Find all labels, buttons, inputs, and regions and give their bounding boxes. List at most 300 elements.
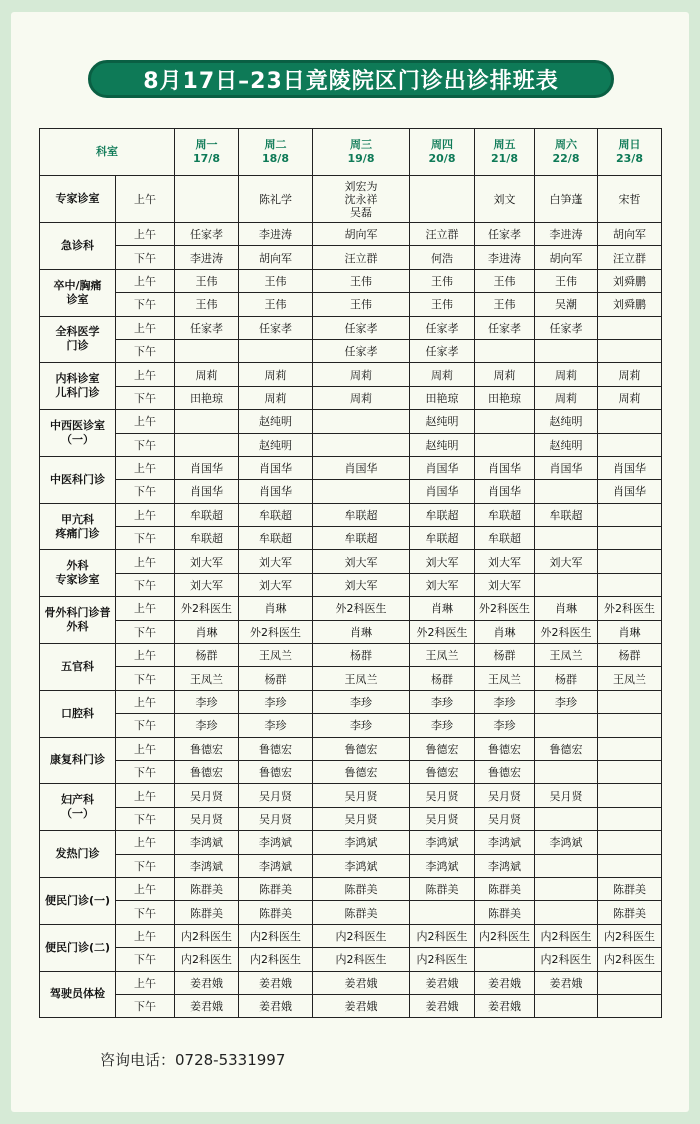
schedule-cell: 周莉 [175, 363, 239, 386]
schedule-cell: 赵纯明 [239, 433, 313, 456]
day-header [410, 129, 475, 176]
schedule-cell: 王凤兰 [535, 644, 598, 667]
schedule-cell: 内2科医生 [313, 948, 410, 971]
table-row [40, 854, 662, 877]
table-row [40, 760, 662, 783]
schedule-cell: 刘大军 [175, 550, 239, 573]
schedule-cell: 肖国华 [475, 480, 535, 503]
shift-label: 下午 [116, 386, 175, 409]
schedule-cell: 姜君娥 [475, 994, 535, 1017]
schedule-cell: 牟联超 [410, 503, 475, 526]
shift-label: 上午 [116, 503, 175, 526]
schedule-cell: 王凤兰 [239, 644, 313, 667]
schedule-cell [598, 410, 662, 433]
schedule-cell [175, 339, 239, 362]
schedule-cell: 刘大军 [475, 550, 535, 573]
schedule-cell: 外2科医生 [313, 597, 410, 620]
schedule-cell: 刘大军 [535, 550, 598, 573]
schedule-cell [598, 737, 662, 760]
schedule-cell: 周莉 [239, 363, 313, 386]
day-header [239, 129, 313, 176]
day-date: 17/8 [193, 152, 220, 165]
shift-label: 上午 [116, 831, 175, 854]
shift-label: 下午 [116, 433, 175, 456]
schedule-cell: 周莉 [313, 386, 410, 409]
schedule-cell: 内2科医生 [313, 924, 410, 947]
shift-label: 下午 [116, 293, 175, 316]
schedule-cell [598, 503, 662, 526]
schedule-cell: 杨群 [598, 644, 662, 667]
schedule-cell: 胡向军 [535, 246, 598, 269]
shift-label: 上午 [116, 363, 175, 386]
schedule-cell: 牟联超 [313, 527, 410, 550]
schedule-cell [535, 527, 598, 550]
schedule-cell: 何浩 [410, 246, 475, 269]
schedule-cell: 李进涛 [239, 223, 313, 246]
table-row [40, 714, 662, 737]
schedule-cell [598, 714, 662, 737]
dept-header: 科室 [40, 129, 175, 176]
table-row [40, 948, 662, 971]
schedule-cell: 王伟 [175, 293, 239, 316]
day-header [475, 129, 535, 176]
table-row [40, 223, 662, 246]
schedule-cell: 刘大军 [475, 573, 535, 596]
schedule-cell: 肖琳 [410, 597, 475, 620]
day-date: 19/8 [347, 152, 375, 165]
schedule-cell: 刘舜鹏 [598, 269, 662, 292]
schedule-cell: 肖国华 [598, 480, 662, 503]
schedule-cell: 姜君娥 [535, 971, 598, 994]
schedule-cell: 李珍 [535, 690, 598, 713]
schedule-cell [313, 433, 410, 456]
schedule-cell: 姜君娥 [175, 994, 239, 1017]
schedule-cell: 王伟 [175, 269, 239, 292]
shift-label: 下午 [116, 994, 175, 1017]
table-row [40, 971, 662, 994]
shift-label: 下午 [116, 339, 175, 362]
department-name: 内科诊室 儿科门诊 [40, 363, 116, 410]
schedule-cell: 陈群美 [475, 901, 535, 924]
schedule-cell: 鲁德宏 [239, 760, 313, 783]
day-header [313, 129, 410, 176]
day-name: 周二 [264, 138, 287, 151]
schedule-cell [598, 316, 662, 339]
schedule-cell: 李珍 [475, 690, 535, 713]
day-date: 22/8 [552, 152, 580, 165]
schedule-cell: 李鸿斌 [175, 831, 239, 854]
schedule-cell: 陈群美 [175, 901, 239, 924]
table-row [40, 877, 662, 900]
schedule-cell: 姜君娥 [410, 971, 475, 994]
schedule-cell: 肖国华 [410, 456, 475, 479]
table-row [40, 831, 662, 854]
day-name: 周三 [350, 138, 372, 151]
schedule-cell: 李进涛 [475, 246, 535, 269]
schedule-cell: 内2科医生 [475, 924, 535, 947]
table-row [40, 433, 662, 456]
table-row [40, 690, 662, 713]
shift-label: 上午 [116, 456, 175, 479]
schedule-cell: 任家孝 [175, 223, 239, 246]
shift-label: 上午 [116, 410, 175, 433]
shift-label: 上午 [116, 877, 175, 900]
day-header [598, 129, 662, 176]
schedule-cell: 肖琳 [598, 620, 662, 643]
schedule-cell: 王伟 [475, 269, 535, 292]
schedule-cell [535, 854, 598, 877]
schedule-cell: 牟联超 [313, 503, 410, 526]
department-name: 口腔科 [40, 690, 116, 737]
schedule-cell: 任家孝 [313, 316, 410, 339]
schedule-cell [535, 994, 598, 1017]
schedule-cell [175, 433, 239, 456]
schedule-cell [535, 573, 598, 596]
schedule-cell: 肖国华 [175, 480, 239, 503]
schedule-cell: 周莉 [475, 363, 535, 386]
schedule-cell [535, 807, 598, 830]
schedule-cell: 内2科医生 [175, 948, 239, 971]
schedule-cell: 李鸿斌 [410, 831, 475, 854]
schedule-cell [475, 948, 535, 971]
schedule-cell: 吴月贤 [410, 784, 475, 807]
schedule-cell: 周莉 [313, 363, 410, 386]
schedule-cell [598, 760, 662, 783]
schedule-cell: 王伟 [535, 269, 598, 292]
schedule-cell: 外2科医生 [598, 597, 662, 620]
schedule-cell [598, 831, 662, 854]
department-name: 妇产科 （一） [40, 784, 116, 831]
schedule-cell: 内2科医生 [175, 924, 239, 947]
schedule-cell: 李鸿斌 [475, 831, 535, 854]
table-row [40, 456, 662, 479]
schedule-cell: 吴月贤 [535, 784, 598, 807]
table-row [40, 269, 662, 292]
department-name: 专家诊室 [40, 176, 116, 223]
day-name: 周日 [618, 138, 641, 151]
schedule-cell: 白笋蓬 [535, 176, 598, 223]
schedule-cell [475, 410, 535, 433]
schedule-cell: 姜君娥 [239, 994, 313, 1017]
schedule-cell: 王伟 [313, 293, 410, 316]
shift-label: 上午 [116, 223, 175, 246]
schedule-cell: 胡向军 [313, 223, 410, 246]
schedule-cell: 姜君娥 [313, 994, 410, 1017]
schedule-cell [598, 854, 662, 877]
schedule-cell: 肖琳 [535, 597, 598, 620]
schedule-cell: 肖国华 [175, 456, 239, 479]
schedule-cell: 鲁德宏 [175, 737, 239, 760]
schedule-cell: 汪立群 [313, 246, 410, 269]
schedule-cell: 内2科医生 [239, 924, 313, 947]
shift-label: 上午 [116, 269, 175, 292]
schedule-cell: 内2科医生 [410, 948, 475, 971]
department-name: 五官科 [40, 644, 116, 691]
schedule-cell: 鲁德宏 [475, 737, 535, 760]
department-name: 发热门诊 [40, 831, 116, 878]
schedule-cell: 鲁德宏 [410, 737, 475, 760]
schedule-cell [475, 433, 535, 456]
shift-label: 下午 [116, 527, 175, 550]
schedule-cell: 肖国华 [598, 456, 662, 479]
schedule-cell: 任家孝 [410, 339, 475, 362]
schedule-cell [598, 807, 662, 830]
schedule-cell: 王伟 [410, 293, 475, 316]
schedule-cell: 任家孝 [313, 339, 410, 362]
schedule-cell: 李进涛 [535, 223, 598, 246]
table-row [40, 644, 662, 667]
schedule-cell [175, 410, 239, 433]
schedule-cell: 李珍 [410, 690, 475, 713]
shift-label: 下午 [116, 714, 175, 737]
schedule-cell: 陈群美 [175, 877, 239, 900]
department-name: 中医科门诊 [40, 456, 116, 503]
schedule-cell: 王凤兰 [175, 667, 239, 690]
schedule-cell: 周莉 [598, 386, 662, 409]
shift-label: 下午 [116, 246, 175, 269]
schedule-cell: 李鸿斌 [175, 854, 239, 877]
schedule-cell: 肖国华 [535, 456, 598, 479]
table-row [40, 480, 662, 503]
schedule-cell: 牟联超 [239, 503, 313, 526]
schedule-cell: 周莉 [535, 386, 598, 409]
schedule-cell [598, 971, 662, 994]
schedule-cell: 鲁德宏 [535, 737, 598, 760]
schedule-cell: 李鸿斌 [239, 854, 313, 877]
schedule-cell: 王伟 [239, 269, 313, 292]
shift-label: 上午 [116, 971, 175, 994]
schedule-cell: 任家孝 [535, 316, 598, 339]
schedule-cell: 王凤兰 [475, 667, 535, 690]
schedule-cell [313, 410, 410, 433]
schedule-cell: 汪立群 [410, 223, 475, 246]
schedule-cell: 赵纯明 [535, 410, 598, 433]
shift-label: 上午 [116, 597, 175, 620]
table-row [40, 386, 662, 409]
schedule-cell: 吴月贤 [475, 807, 535, 830]
schedule-cell: 内2科医生 [535, 924, 598, 947]
schedule-cell: 肖琳 [313, 620, 410, 643]
day-header [175, 129, 239, 176]
department-name: 骨外科门诊普 外科 [40, 597, 116, 644]
schedule-cell: 李珍 [175, 690, 239, 713]
day-date: 21/8 [491, 152, 518, 165]
schedule-cell: 姜君娥 [410, 994, 475, 1017]
schedule-cell: 吴月贤 [175, 807, 239, 830]
schedule-cell: 陈群美 [598, 877, 662, 900]
schedule-cell: 周莉 [410, 363, 475, 386]
department-name: 康复科门诊 [40, 737, 116, 784]
table-row [40, 176, 662, 223]
schedule-cell: 刘宏为 沈永祥 吴磊 [313, 176, 410, 223]
schedule-cell: 任家孝 [239, 316, 313, 339]
schedule-cell: 杨群 [410, 667, 475, 690]
schedule-cell: 肖琳 [475, 620, 535, 643]
schedule-cell [239, 339, 313, 362]
schedule-cell: 鲁德宏 [175, 760, 239, 783]
schedule-cell: 吴潮 [535, 293, 598, 316]
table-row [40, 807, 662, 830]
schedule-cell: 王凤兰 [598, 667, 662, 690]
schedule-cell [313, 480, 410, 503]
day-date: 18/8 [262, 152, 289, 165]
schedule-cell: 任家孝 [175, 316, 239, 339]
schedule-cell: 肖琳 [239, 597, 313, 620]
schedule-cell: 王伟 [239, 293, 313, 316]
shift-label: 上午 [116, 176, 175, 223]
schedule-cell [598, 690, 662, 713]
table-row [40, 667, 662, 690]
schedule-cell: 杨群 [535, 667, 598, 690]
shift-label: 下午 [116, 620, 175, 643]
schedule-cell: 内2科医生 [598, 924, 662, 947]
schedule-cell: 赵纯明 [410, 410, 475, 433]
schedule-cell: 李珍 [410, 714, 475, 737]
day-name: 周一 [195, 138, 218, 151]
day-date: 20/8 [428, 152, 456, 165]
day-date: 23/8 [616, 152, 643, 165]
schedule-cell [175, 176, 239, 223]
schedule-cell: 牟联超 [175, 503, 239, 526]
schedule-cell: 牟联超 [175, 527, 239, 550]
schedule-cell: 外2科医生 [239, 620, 313, 643]
schedule-cell: 刘大军 [175, 573, 239, 596]
schedule-cell: 王伟 [410, 269, 475, 292]
schedule-cell: 牟联超 [475, 503, 535, 526]
schedule-cell: 陈群美 [598, 901, 662, 924]
schedule-cell: 吴月贤 [410, 807, 475, 830]
schedule-cell: 任家孝 [475, 223, 535, 246]
department-name: 中西医诊室 （一） [40, 410, 116, 457]
department-name: 甲亢科 疼痛门诊 [40, 503, 116, 550]
table-row [40, 784, 662, 807]
schedule-cell [598, 994, 662, 1017]
schedule-cell: 王凤兰 [410, 644, 475, 667]
schedule-cell [598, 527, 662, 550]
schedule-cell: 内2科医生 [598, 948, 662, 971]
schedule-cell [598, 784, 662, 807]
schedule-cell: 陈群美 [410, 877, 475, 900]
schedule-cell: 宋哲 [598, 176, 662, 223]
schedule-cell: 陈群美 [313, 901, 410, 924]
department-name: 外科 专家诊室 [40, 550, 116, 597]
schedule-cell [535, 760, 598, 783]
schedule-cell: 刘大军 [313, 550, 410, 573]
schedule-cell [475, 339, 535, 362]
schedule-cell: 外2科医生 [475, 597, 535, 620]
schedule-cell [535, 480, 598, 503]
schedule-cell: 牟联超 [410, 527, 475, 550]
shift-label: 上午 [116, 784, 175, 807]
schedule-cell: 吴月贤 [175, 784, 239, 807]
schedule-cell: 汪立群 [598, 246, 662, 269]
schedule-cell [598, 433, 662, 456]
schedule-cell: 肖国华 [475, 456, 535, 479]
schedule-cell: 姜君娥 [239, 971, 313, 994]
schedule-cell: 田艳琼 [410, 386, 475, 409]
department-name: 驾驶员体检 [40, 971, 116, 1018]
schedule-cell: 肖国华 [239, 456, 313, 479]
schedule-cell: 杨群 [313, 644, 410, 667]
schedule-cell: 赵纯明 [410, 433, 475, 456]
schedule-cell: 李珍 [239, 690, 313, 713]
table-row [40, 339, 662, 362]
schedule-cell [598, 550, 662, 573]
schedule-cell: 李进涛 [175, 246, 239, 269]
schedule-cell: 田艳琼 [475, 386, 535, 409]
schedule-cell: 任家孝 [475, 316, 535, 339]
schedule-cell: 王伟 [313, 269, 410, 292]
shift-label: 下午 [116, 807, 175, 830]
table-row [40, 363, 662, 386]
schedule-cell: 刘大军 [313, 573, 410, 596]
schedule-cell: 任家孝 [410, 316, 475, 339]
schedule-cell [410, 901, 475, 924]
schedule-cell: 刘大军 [410, 573, 475, 596]
shift-label: 下午 [116, 948, 175, 971]
schedule-cell: 周莉 [535, 363, 598, 386]
schedule-cell: 杨群 [475, 644, 535, 667]
page-title: 8月17日–23日竟陵院区门诊出诊排班表 [88, 60, 614, 98]
shift-label: 下午 [116, 760, 175, 783]
schedule-cell: 鲁德宏 [313, 760, 410, 783]
schedule-cell: 姜君娥 [175, 971, 239, 994]
table-row [40, 246, 662, 269]
schedule-cell: 肖琳 [175, 620, 239, 643]
day-name: 周六 [555, 138, 577, 151]
shift-label: 上午 [116, 316, 175, 339]
table-row [40, 901, 662, 924]
schedule-cell: 吴月贤 [313, 784, 410, 807]
schedule-cell: 王伟 [475, 293, 535, 316]
schedule-cell: 陈群美 [313, 877, 410, 900]
table-row [40, 573, 662, 596]
department-name: 急诊科 [40, 223, 116, 270]
shift-label: 上午 [116, 550, 175, 573]
schedule-cell: 周莉 [239, 386, 313, 409]
schedule-cell [535, 714, 598, 737]
schedule-cell: 吴月贤 [313, 807, 410, 830]
shift-label: 上午 [116, 690, 175, 713]
schedule-cell: 李珍 [313, 714, 410, 737]
schedule-cell: 肖国华 [410, 480, 475, 503]
schedule-cell: 李鸿斌 [475, 854, 535, 877]
shift-label: 上午 [116, 644, 175, 667]
department-name: 全科医学 门诊 [40, 316, 116, 363]
schedule-cell [535, 877, 598, 900]
schedule-cell: 鲁德宏 [475, 760, 535, 783]
schedule-cell: 刘大军 [239, 550, 313, 573]
schedule-cell: 田艳琼 [175, 386, 239, 409]
schedule-cell: 李珍 [239, 714, 313, 737]
schedule-cell: 陈群美 [475, 877, 535, 900]
schedule-cell [598, 573, 662, 596]
schedule-cell: 外2科医生 [175, 597, 239, 620]
schedule-cell: 杨群 [175, 644, 239, 667]
schedule-cell: 王凤兰 [313, 667, 410, 690]
schedule-cell: 周莉 [598, 363, 662, 386]
schedule-cell: 杨群 [239, 667, 313, 690]
department-name: 便民门诊(一) [40, 877, 116, 924]
schedule-cell: 内2科医生 [410, 924, 475, 947]
schedule-cell: 内2科医生 [535, 948, 598, 971]
schedule-cell: 外2科医生 [410, 620, 475, 643]
schedule-cell: 胡向军 [239, 246, 313, 269]
schedule-cell: 牟联超 [239, 527, 313, 550]
schedule-cell: 刘舜鹏 [598, 293, 662, 316]
day-name: 周五 [493, 138, 516, 151]
day-name: 周四 [431, 138, 453, 151]
